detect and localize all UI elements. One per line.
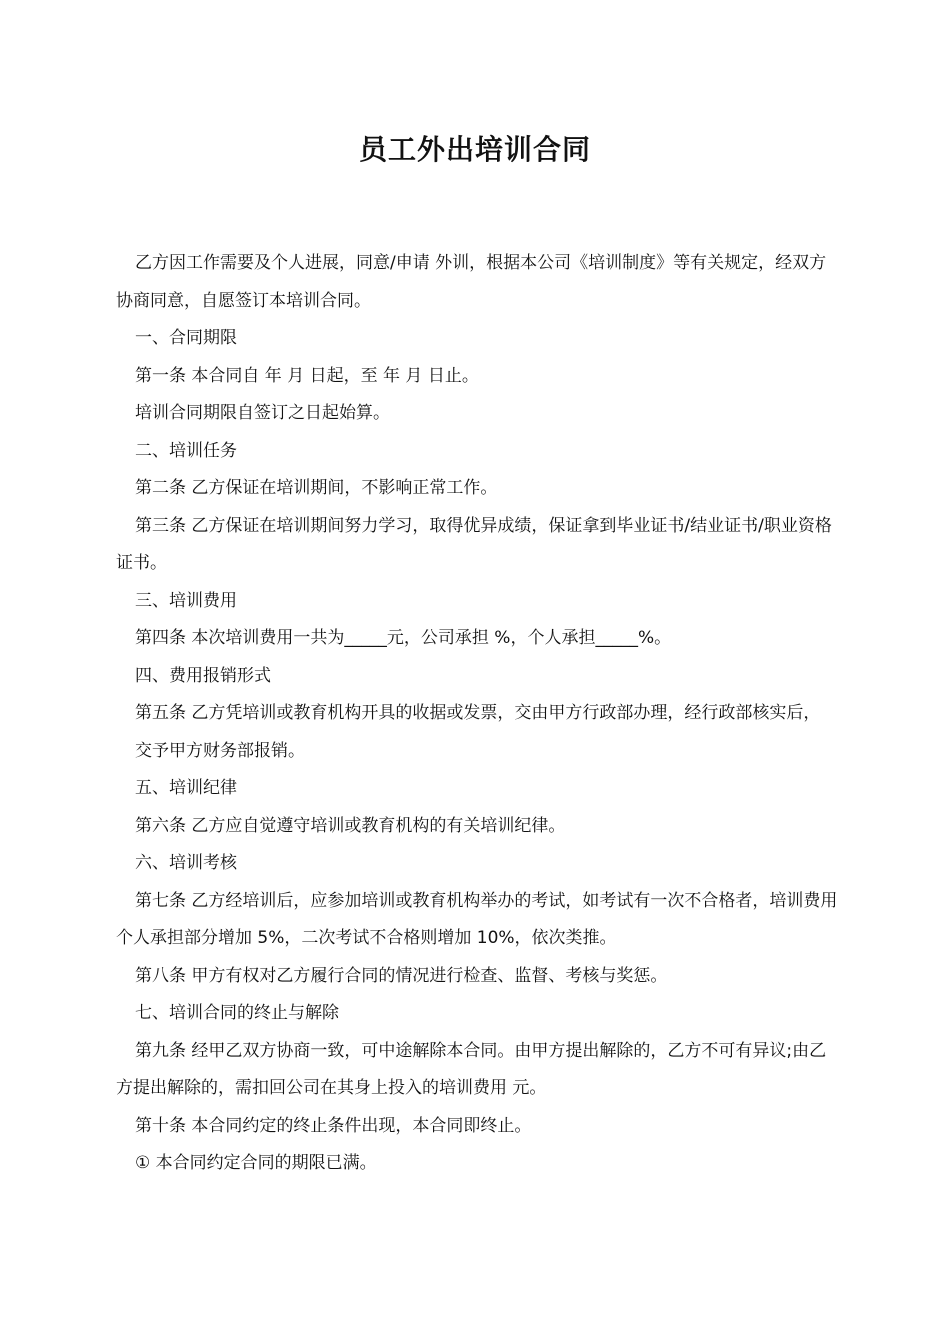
article-9: 第九条 经甲乙双方协商一致，可中途解除本合同。由甲方提出解除的，乙方不可有异议;由乙方提出解除的，需扣回公司在其身上投入的培训费用 元。 bbox=[116, 1040, 827, 1098]
term-start-note: 培训合同期限自签订之日起始算。 bbox=[135, 403, 390, 423]
article-2: 第二条 乙方保证在培训期间，不影响正常工作。 bbox=[135, 478, 498, 498]
document-title: 员工外出培训合同 bbox=[358, 133, 591, 166]
section-heading-assessment: 六、培训考核 bbox=[135, 853, 237, 873]
article-4: 第四条 本次培训费用一共为_____元，公司承担 %，个人承担_____%。 bbox=[135, 628, 672, 648]
section-heading-tasks: 二、培训任务 bbox=[135, 440, 237, 461]
article-3: 第三条 乙方保证在培训期间努力学习，取得优异成绩，保证拿到毕业证书/结业证书/职业资格证书。 bbox=[116, 515, 832, 573]
article-7: 第七条 乙方经培训后，应参加培训或教育机构举办的考试，如考试有一次不合格者，培训费用个人承担部分增加 5%，二次考试不合格则增加 10%，依次类推。 bbox=[116, 890, 838, 948]
document-body bbox=[116, 245, 840, 1183]
section-heading-discipline: 五、培训纪律 bbox=[135, 778, 237, 798]
intro-paragraph: 乙方因工作需要及个人进展，同意/申请 外训，根据本公司《培训制度》等有关规定，经双方协商同意，自愿签订本培训合同。 bbox=[116, 253, 827, 311]
article-6: 第六条 乙方应自觉遵守培训或教育机构的有关培训纪律。 bbox=[135, 815, 566, 836]
section-heading-term: 一、合同期限 bbox=[135, 328, 237, 348]
section-heading-reimbursement: 四、费用报销形式 bbox=[135, 665, 271, 686]
article-1: 第一条 本合同自 年 月 日起，至 年 月 日止。 bbox=[135, 365, 479, 386]
article-10: 第十条 本合同约定的终止条件出现，本合同即终止。 bbox=[135, 1115, 532, 1136]
section-heading-fees: 三、培训费用 bbox=[135, 590, 237, 611]
article-8: 第八条 甲方有权对乙方履行合同的情况进行检查、监督、考核与奖惩。 bbox=[135, 965, 668, 986]
termination-condition-1: ① 本合同约定合同的期限已满。 bbox=[135, 1153, 377, 1173]
article-5-continued: 交予甲方财务部报销。 bbox=[135, 740, 305, 761]
section-heading-termination: 七、培训合同的终止与解除 bbox=[135, 1003, 339, 1023]
article-5: 第五条 乙方凭培训或教育机构开具的收据或发票，交由甲方行政部办理，经行政部核实后， bbox=[135, 703, 821, 723]
